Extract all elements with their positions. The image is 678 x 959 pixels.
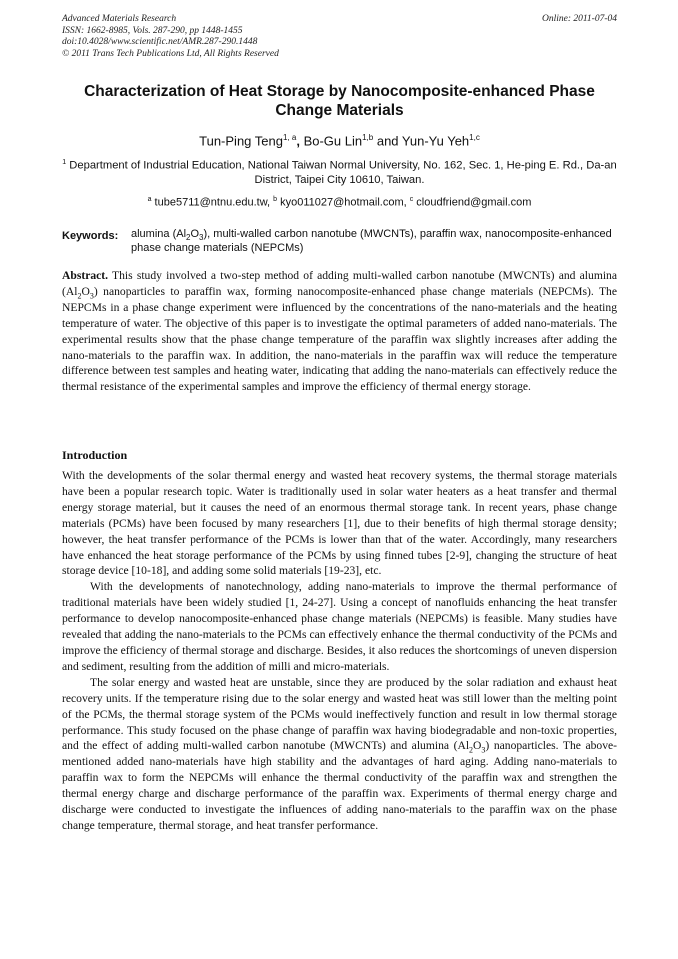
introduction-heading: Introduction [62, 448, 128, 462]
paragraph [62, 675, 617, 834]
journal-copyright: © 2011 Trans Tech Publications Ltd, All Rights Reserved [62, 48, 279, 59]
paragraph: With the developments of nanotechnology, adding nano-materials to improve the thermal performance of traditional materials have been widely studied [1, 24-27]. Using a concept of nanofluids enhancing the heat transfer performance to develop nanocomposite-enhanced phase change materials (NEPCMs) is feasible. Many studies have revealed that adding the nano-materials to the PCMs can effectively enhance the thermal conductivity of the PCMs and improve the efficiency of thermal storage and discharge. Besides, it also reduces the shortcomings of uneven dispersion and sediment, resulting from the addition of milli and micro-materials. [62, 580, 617, 673]
subscript: 2 [77, 291, 82, 301]
author-separator: and [373, 133, 402, 149]
subscript: 2 [186, 233, 191, 243]
keywords-text [131, 228, 617, 255]
abstract-segment: O [81, 284, 90, 298]
journal-issn: ISSN: 1662-8985, Vols. 287-290, pp 1448-1455 [62, 25, 243, 36]
paragraph-segment: ) nanoparticles. The above-mentioned added nano-materials have high stability and the advantages of hard aging. Adding nano-materials to paraffin wax to form the NEPCMs will enhance the thermal conductivity of the paraffin wax and strengthen the thermal energy charge and discharge performance of the paraffin wax. Experiments of thermal energy charge and discharge were conducted to investigate the influences of adding nano-materials to the paraffin wax on the phase change temperature, thermal storage, and heat transfer performance. [62, 739, 618, 832]
affiliation-text: Department of Industrial Education, National Taiwan Normal University, No. 162, Sec. 1, He-ping E. Rd., Da-an District, Taipei City 10610, Taiwan. [66, 159, 617, 187]
introduction-body [62, 468, 617, 834]
author-name: Tun-Ping Teng [199, 133, 283, 149]
author-emails [62, 193, 617, 210]
author-affil-mark: 1,c [469, 133, 480, 142]
abstract-segment: This study involved a two-step method of adding multi-walled carbon nanotube (MWCNTs) and alumina (Al [62, 269, 617, 298]
abstract [62, 268, 617, 395]
author-affil-mark: 1, a [282, 133, 297, 142]
journal-doi[interactable]: doi:10.4028/www.scientific.net/AMR.287-290.1448 [62, 37, 258, 47]
email-mark: b [273, 196, 278, 203]
subscript: 3 [481, 745, 486, 755]
subscript: 2 [469, 745, 474, 755]
email-mark: c [409, 196, 414, 203]
author-list [62, 130, 617, 149]
paper-title: Characterization of Heat Storage by Nanocomposite-enhanced Phase Change Materials [84, 83, 595, 119]
email-address[interactable]: tube5711@ntnu.edu.tw, [151, 196, 274, 209]
keywords-segment: ), multi-walled carbon nanotube (MWCNTs), paraffin wax, nanocomposite-enhanced phase change materials (NEPCMs) [131, 228, 612, 254]
abstract-label: Abstract. [62, 269, 109, 282]
keywords-segment: O [190, 228, 200, 240]
affiliation [62, 156, 617, 188]
affiliation-mark: 1 [62, 159, 67, 166]
keywords-label: Keywords: [62, 230, 119, 242]
author-name: Yun-Yu Yeh [401, 133, 470, 149]
journal-name: Advanced Materials Research [62, 14, 177, 24]
online-date: Online: 2011-07-04 [541, 14, 617, 24]
email-address[interactable]: cloudfriend@gmail.com [413, 196, 532, 209]
email-address[interactable]: kyo011027@hotmail.com, [277, 196, 410, 209]
subscript: 3 [89, 291, 94, 301]
keywords-segment: alumina (Al [131, 228, 187, 240]
paragraph-segment: The solar energy and wasted heat are unstable, since they are produced by the solar radiation and exhaust heat recovery units. If the temperature rising due to the solar energy and wasted heat was still lower than the melting point of the PCMs, the thermal storage system of the PCMs would ineffectively function and result in low thermal storage performance. This study focused on the phase change of paraffin wax having biodegradable and non-toxic properties, and the effect of adding multi-walled carbon nanotube (MWCNTs) and alumina (Al [62, 675, 617, 753]
subscript: 3 [199, 233, 204, 243]
author-name: Bo-Gu Lin [303, 133, 363, 149]
email-mark: a [147, 196, 152, 203]
author-affil-mark: 1,b [362, 133, 374, 142]
journal-header [62, 14, 617, 60]
abstract-segment: ) nanoparticles to paraffin wax, forming nanocomposite-enhanced phase change materials (NEPCMs). The NEPCMs in a phase change experiment were influenced by the concentrations of the nano-materials and the heating temperature of water. The objective of this paper is to investigate the optimal parameters of added nano-materials. The experimental results show that the phase change temperature of the paraffin wax slightly increases after adding the nano-materials to the paraffin wax. In addition, the nano-materials in the paraffin wax will reduce the temperature difference between test samples and heating water, indicating that adding the nano-materials can effectively reduce the thermal resistance of the experimental samples and improve the efficiency of thermal energy storage. [62, 284, 617, 394]
paragraph-segment: O [473, 739, 482, 753]
author-separator: , [296, 133, 304, 149]
paragraph: With the developments of the solar thermal energy and wasted heat recovery systems, the thermal storage materials have been a popular research topic. Water is traditionally used in solar water heaters as a heat transfer and thermal energy storage material, but it causes the need of an enormous thermal storage tank. In recent years, phase change materials (PCMs) have been focused by many researchers [1], due to their benefits of high thermal storage density; however, the heat transfer performance of the PCMs is lower than that of the water. Accordingly, many researchers have enhanced the heat storage performance of the PCMs by using finned tubes [2-9], changing the structure of heat storage device [10-18], and adding some solid materials [19-23], etc. [62, 469, 617, 578]
